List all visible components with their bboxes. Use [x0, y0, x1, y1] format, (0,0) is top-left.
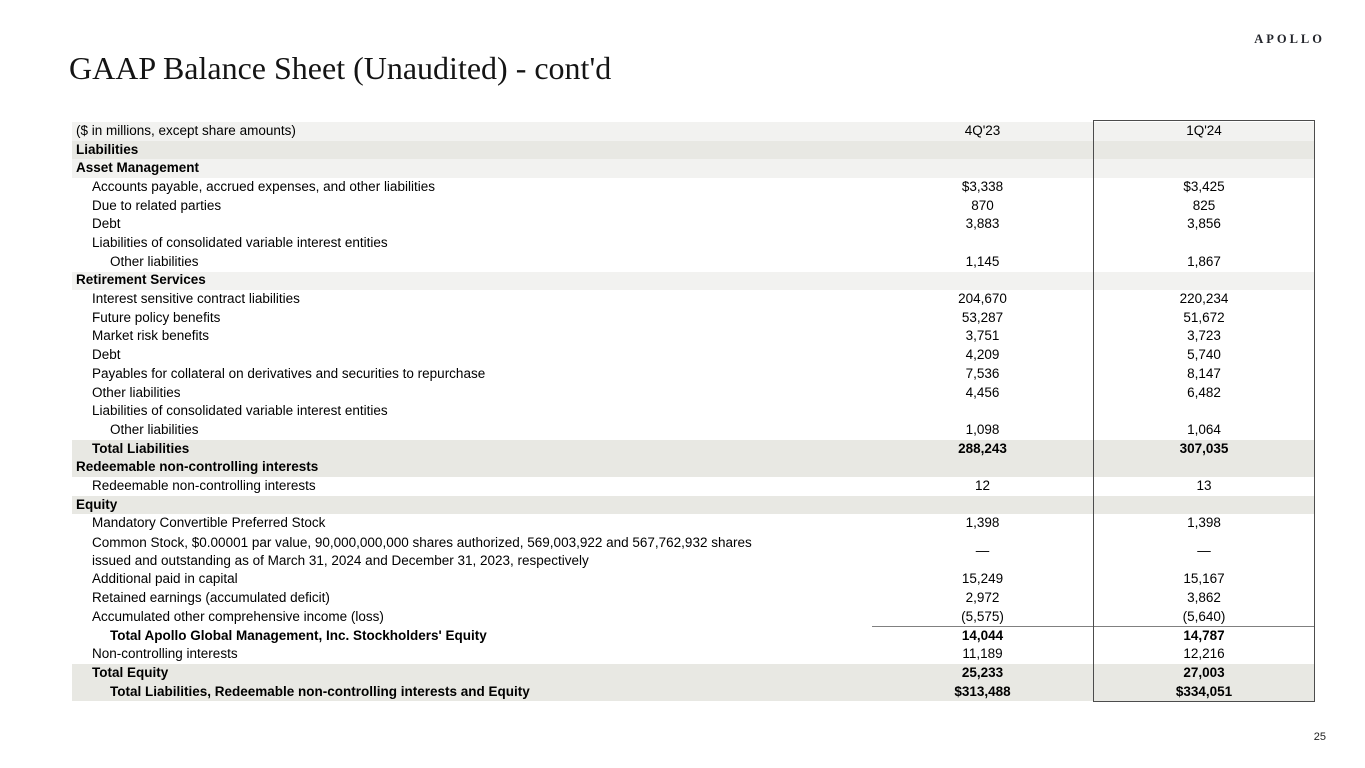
row-label: Redeemable non-controlling interests [92, 477, 316, 493]
row-label: Market risk benefits [92, 328, 210, 344]
row-label: Retained earnings (accumulated deficit) [92, 590, 330, 606]
value-1q24: 3,862 [1187, 590, 1221, 606]
row-label: Debt [92, 347, 121, 363]
value-4q23: $3,338 [961, 178, 1004, 194]
row-label: Mandatory Convertible Preferred Stock [92, 515, 326, 531]
value-1q24: 3,856 [1187, 216, 1221, 232]
table-row [72, 589, 1315, 608]
table-row [72, 253, 1315, 272]
value-1q24: 825 [1192, 197, 1216, 213]
table-row [72, 178, 1315, 197]
row-label: Total Liabilities, Redeemable non-controlling interests and Equity [110, 683, 530, 699]
value-4q23: 25,233 [961, 664, 1004, 680]
value-4q23: $313,488 [954, 683, 1011, 699]
row-label: Total Liabilities [92, 440, 190, 456]
column-header-4q23: 4Q'23 [964, 122, 1001, 138]
table-row [72, 645, 1315, 664]
row-label-line2: issued and outstanding as of March 31, 2024 and December 31, 2023, respectively [92, 552, 589, 568]
row-label: Other liabilities [110, 421, 199, 437]
table-row [72, 141, 1315, 160]
row-label: Equity [76, 496, 118, 512]
value-1q24: $334,051 [1175, 683, 1233, 699]
row-label: Other liabilities [92, 384, 181, 400]
value-4q23: 14,044 [961, 627, 1004, 643]
row-label: Total Equity [92, 664, 169, 680]
table-row [72, 421, 1315, 440]
value-4q23: 3,751 [965, 328, 1000, 344]
value-4q23: 11,189 [962, 646, 1003, 662]
table-row [72, 458, 1315, 477]
value-4q23: 2,972 [965, 590, 1000, 606]
row-label [72, 534, 872, 571]
table-row [72, 627, 1315, 646]
value-4q23: 1,145 [965, 253, 1000, 269]
table-row [72, 384, 1315, 403]
row-label: Additional paid in capital [92, 571, 238, 587]
value-4q23: 4,209 [965, 347, 1000, 363]
row-label: Accumulated other comprehensive income (loss) [92, 608, 384, 624]
row-label-line1: Common Stock, $0.00001 par value, 90,000,000,000 shares authorized, 569,003,922 and 567,762,932 shares [92, 534, 752, 550]
value-4q23: (5,575) [961, 608, 1004, 624]
table-row [72, 234, 1315, 253]
value-4q23: — [975, 543, 990, 559]
value-4q23: 204,670 [958, 291, 1007, 307]
apollo-logo: APOLLO [1254, 32, 1325, 46]
value-1q24: 307,035 [1179, 440, 1229, 456]
table-row [72, 272, 1315, 291]
page-title: GAAP Balance Sheet (Unaudited) - cont'd [69, 50, 612, 86]
value-1q24: 1,867 [1187, 253, 1221, 269]
row-label: Non-controlling interests [92, 646, 238, 662]
row-label: Debt [92, 216, 121, 232]
value-1q24: 51,672 [1183, 309, 1225, 325]
row-label: Asset Management [76, 160, 200, 176]
value-4q23: 870 [971, 197, 994, 213]
table-row [72, 365, 1315, 384]
table-row [72, 496, 1315, 515]
row-label: Other liabilities [110, 253, 199, 269]
table-row [72, 608, 1315, 627]
table-row [72, 477, 1315, 496]
value-4q23: 15,249 [961, 571, 1004, 587]
value-1q24: 14,787 [1183, 627, 1225, 643]
value-1q24: 6,482 [1187, 384, 1221, 400]
table-row [72, 402, 1315, 421]
column-header-1q24: 1Q'24 [1186, 122, 1222, 138]
table-row [72, 159, 1315, 178]
table-row [72, 197, 1315, 216]
value-1q24: 8,147 [1187, 365, 1221, 381]
table-row [72, 215, 1315, 234]
row-label: Retirement Services [76, 272, 206, 288]
value-1q24: 12,216 [1183, 646, 1225, 662]
value-1q24: 5,740 [1187, 347, 1221, 363]
table-row [72, 346, 1315, 365]
row-label: Due to related parties [92, 197, 222, 213]
row-label: Total Apollo Global Management, Inc. Stockholders' Equity [110, 627, 487, 643]
page-number: 25 [1313, 731, 1326, 743]
row-label: Future policy benefits [92, 309, 221, 325]
row-label: Liabilities of consolidated variable interest entities [92, 403, 388, 419]
value-4q23: 1,098 [965, 421, 1000, 437]
value-4q23: 7,536 [965, 365, 1000, 381]
value-1q24: 3,723 [1187, 328, 1221, 344]
table-row [72, 683, 1315, 702]
row-label: Accounts payable, accrued expenses, and other liabilities [92, 178, 435, 194]
value-1q24: 1,064 [1187, 421, 1221, 437]
row-label: Liabilities of consolidated variable interest entities [92, 235, 388, 251]
row-label: Liabilities [76, 141, 139, 157]
value-1q24: 27,003 [1183, 664, 1225, 680]
value-4q23: 4,456 [965, 384, 1000, 400]
row-label: Interest sensitive contract liabilities [92, 291, 300, 307]
table-row [72, 290, 1315, 309]
value-4q23: 288,243 [958, 440, 1007, 456]
table-header-row [72, 122, 1315, 141]
value-1q24: — [1197, 543, 1211, 559]
value-1q24: $3,425 [1183, 178, 1225, 194]
value-4q23: 53,287 [961, 309, 1004, 325]
table-row [72, 514, 1315, 533]
value-4q23: 1,398 [965, 515, 1000, 531]
value-1q24: (5,640) [1182, 608, 1226, 624]
value-1q24: 220,234 [1179, 291, 1229, 307]
balance-sheet-table [72, 122, 1315, 701]
table-row [72, 328, 1315, 347]
table-row [72, 309, 1315, 328]
table-body [72, 141, 1315, 702]
row-label: Redeemable non-controlling interests [76, 459, 319, 475]
value-4q23: 12 [974, 477, 991, 493]
table-row [72, 571, 1315, 590]
value-4q23: 3,883 [965, 216, 1000, 232]
table-units-note: ($ in millions, except share amounts) [76, 122, 296, 138]
table-row [72, 533, 1315, 570]
row-label: Payables for collateral on derivatives and securities to repurchase [92, 365, 486, 381]
table-row [72, 440, 1315, 459]
value-1q24: 15,167 [1183, 571, 1225, 587]
value-1q24: 13 [1196, 477, 1212, 493]
value-1q24: 1,398 [1187, 515, 1221, 531]
table-row [72, 664, 1315, 683]
